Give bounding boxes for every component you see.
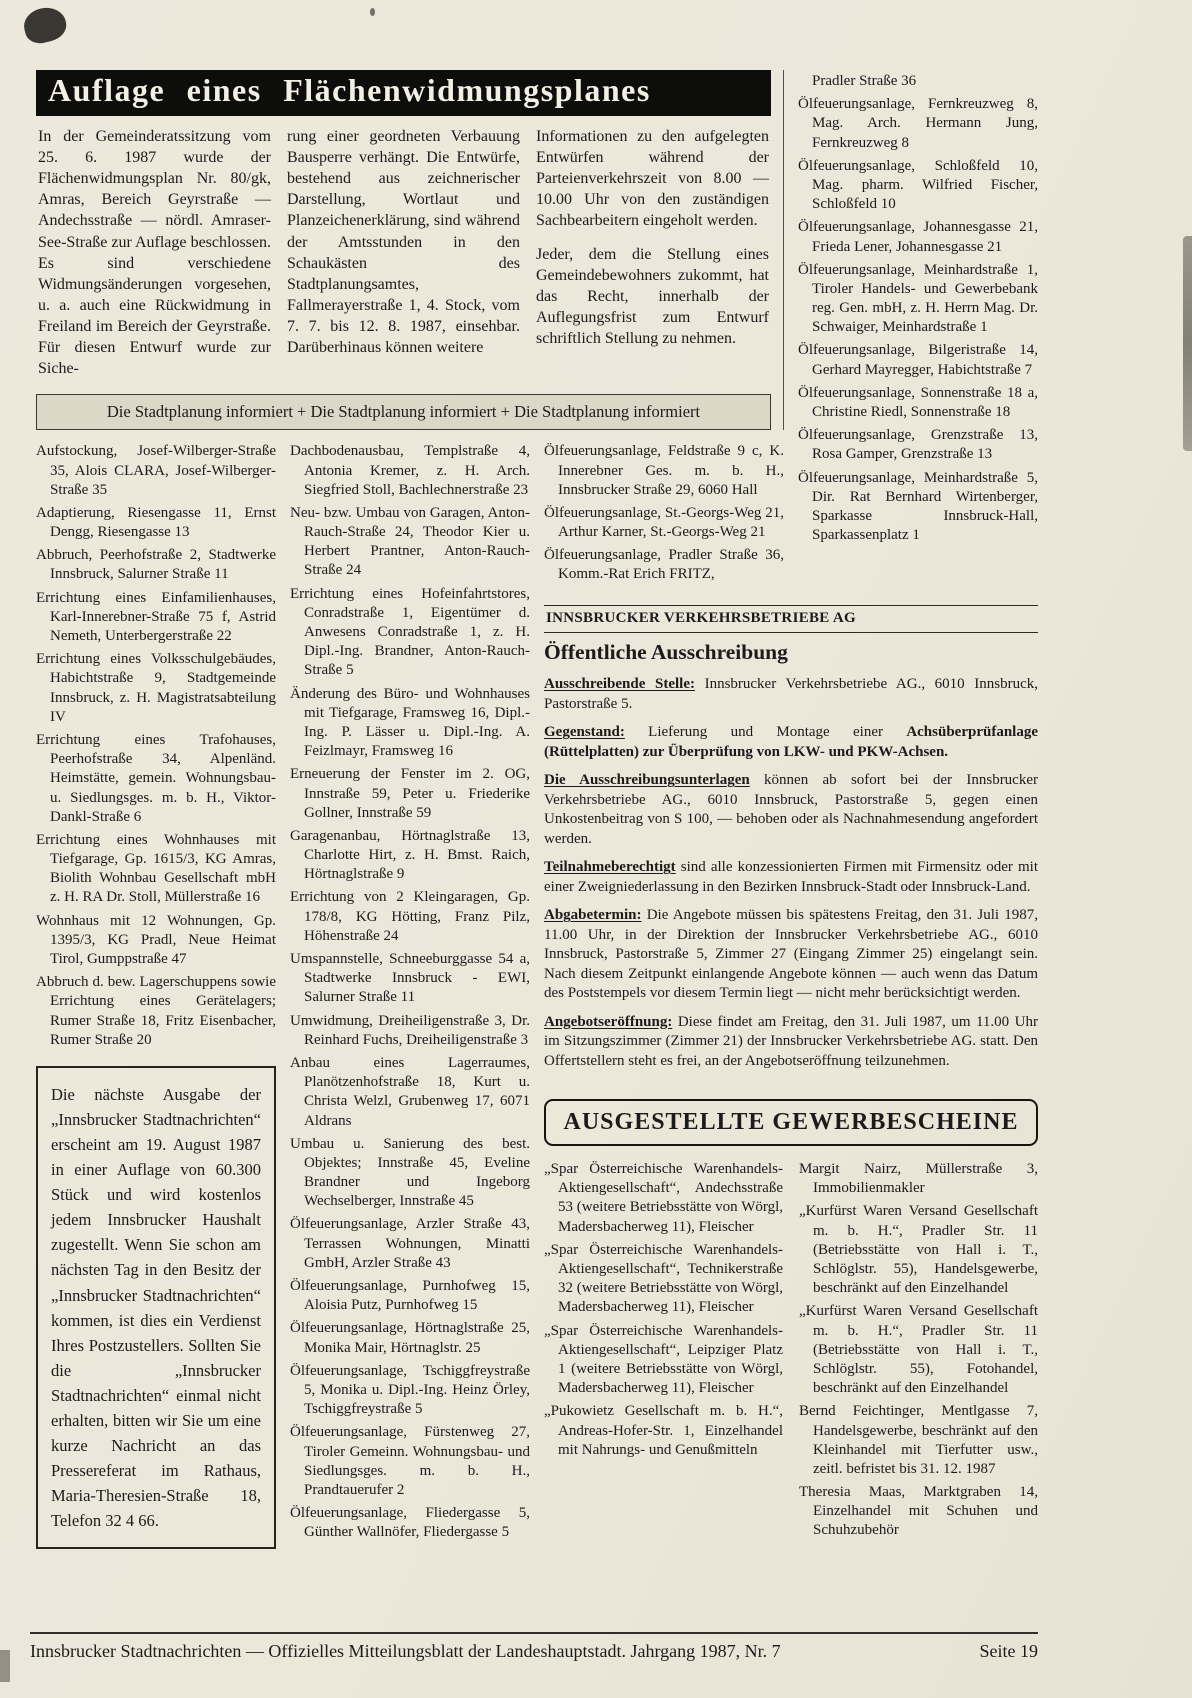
scan-smudge-right-edge — [1183, 236, 1192, 451]
right-column-permits — [798, 70, 1038, 549]
tender-paragraph — [544, 1013, 1038, 1072]
list-entry: Ölfeuerungsanlage, St.-Georgs-Weg 21, Arthur Karner, St.-Georgs-Weg 21 — [544, 504, 784, 541]
list-entry: Ölfeuerungsanlage, Meinhardstraße 5, Dir. Rat Bernhard Wirtenberger, Sparkasse Innsbruck-Hall, Sparkassenplatz 1 — [798, 469, 1038, 544]
list-entry: Ölfeuerungsanlage, Grenzstraße 13, Rosa Gamper, Grenzstraße 13 — [798, 427, 1038, 463]
trade-licence-list-left — [544, 1160, 783, 1545]
tender-paragraph-text: sind alle konzessionierten Firmen mit Firmensitz oder mit einer Zweigniederlassung in den Bezirken Innsbruck-Stadt oder Innsbruck-Land. — [544, 859, 1038, 895]
scan-dot-top — [370, 8, 375, 16]
list-entry: Aufstockung, Josef-Wilberger-Straße 35, Alois CLARA, Josef-Wilberger-Straße 35 — [36, 443, 276, 498]
page-footer — [30, 1632, 1038, 1662]
list-entry: Errichtung eines Volksschulgebäudes, Habichtstraße 9, Stadtgemeinde Innsbruck, z. H. Magistratsabteilung IV — [36, 651, 276, 725]
column-2-permits — [290, 442, 530, 1546]
list-entry: Ölfeuerungsanlage, Johannesgasse 21, Frieda Lener, Johannesgasse 21 — [798, 219, 1038, 255]
list-entry: Ölfeuerungsanlage, Hörtnaglstraße 25, Monika Mair, Hörtnaglstr. 25 — [290, 1320, 530, 1356]
trade-licences-title-box: AUSGESTELLTE GEWERBESCHEINE — [544, 1099, 1038, 1146]
list-entry: Ölfeuerungsanlage, Fernkreuzweg 8, Mag. Arch. Hermann Jung, Fernkreuzweg 8 — [798, 96, 1038, 151]
article-body — [36, 116, 771, 381]
tender-paragraph — [544, 675, 1038, 714]
list-entry: „Kurfürst Waren Versand Gesellschaft m. b. H.“, Pradler Str. 11 (Betriebsstätte von Hall i. T., Schlöglstr. 55), Fotohandel, beschränkt auf den Einzelhandel — [799, 1303, 1038, 1397]
tender-paragraph-bold-text: Achsüberprüfanlage (Rüttelplatten) zur Überprüfung von LKW- und PKW-Achsen. — [544, 724, 1038, 760]
list-entry: Ölfeuerungsanlage, Fliedergasse 5, Günther Wallnöfer, Fliedergasse 5 — [290, 1505, 530, 1541]
tender-paragraphs — [544, 675, 1038, 1071]
list-entry: Ölfeuerungsanlage, Feldstraße 9 c, K. Innerebner Ges. m. b. H., Innsbrucker Straße 29, 6060 Hall — [544, 443, 784, 498]
list-entry: Errichtung eines Wohnhauses mit Tiefgarage, Gp. 1615/3, KG Amras, Biolith Wohnbau Gesellschaft mbH z. H. RA Dr. Stoll, Müllerstraße 16 — [36, 831, 276, 906]
list-entry: Margit Nairz, Müllerstraße 3, Immobilienmakler — [799, 1161, 1038, 1197]
list-entry: Änderung des Büro- und Wohnhauses mit Tiefgarage, Framsweg 16, Dipl.-Ing. P. Lässer u. Dipl.-Ing. A. Feizlmayr, Framsweg 16 — [290, 685, 530, 760]
list-entry: Umbau u. Sanierung des best. Objektes; Innstraße 45, Eveline Brandner und Ingeborg Wechselberger, Innstraße 45 — [290, 1135, 530, 1210]
list-entry: Garagenanbau, Hörtnaglstraße 13, Charlotte Hirt, z. H. Bmst. Raich, Hörtnaglstraße 9 — [290, 827, 530, 883]
trade-licences-section — [544, 1097, 1038, 1545]
list-entry: „Kurfürst Waren Versand Gesellschaft m. b. H.“, Pradler Str. 11 (Betriebsstätte von Hall i. T., Schlöglstr. 55), Handelsgewerbe, beschränkt auf den Einzelhandel — [799, 1203, 1038, 1297]
list-entry: Anbau eines Lagerraumes, Planötzenhofstraße 18, Kurt u. Christa Welzl, Grubenweg 17, 6071 Aldrans — [290, 1054, 530, 1129]
list-entry: Ölfeuerungsanlage, Tschiggfreystraße 5, Monika u. Dipl.-Ing. Heinz Örley, Tschiggfreystraße 5 — [290, 1362, 530, 1418]
tender-paragraph — [544, 771, 1038, 849]
tender-paragraph-text: Innsbrucker Verkehrsbetriebe AG., 6010 Innsbruck, Pastorstraße 5. — [544, 676, 1038, 712]
list-entry: Umspannstelle, Schneeburggasse 54 a, Stadtwerke Innsbruck - EWI, Salurner Straße 11 — [290, 951, 530, 1006]
list-entry: Ölfeuerungsanlage, Bilgeristraße 14, Gerhard Mayregger, Habichtstraße 7 — [798, 342, 1038, 378]
tender-paragraph-text: Die Angebote müssen bis spätestens Freitag, den 31. Juli 1987, 11.00 Uhr, in der Direktion der Innsbrucker Verkehrsbetriebe AG., 6010 Innsbruck, Pastorstraße 5, Zimmer 27 (Eingang Zimmer 25) eingelangt sein. Nach diesem Zeitpunkt einlangende Angebote können — auch wenn das Datum des Poststempels vor diesem Termin liegt — nicht mehr berücksichtigt werden. — [544, 907, 1038, 1002]
list-entry: Wohnhaus mit 12 Wohnungen, Gp. 1395/3, KG Pradl, Neue Heimat Tirol, Gumppstraße 47 — [36, 912, 276, 967]
building-permit-list-col2 — [290, 442, 530, 1542]
scan-smudge-top-left — [21, 3, 70, 46]
trade-licences-columns — [544, 1160, 1038, 1545]
stadtplanung-informiert-banner — [36, 394, 771, 430]
list-entry: Ölfeuerungsanlage, Meinhardstraße 1, Tiroler Handels- und Gewerbebank reg. Gen. mbH, z. H. Herrn Mag. Dr. Schwaiger, Meinhardstraße 1 — [798, 261, 1038, 336]
list-entry: Abbruch d. bew. Lagerschuppens sowie Errichtung eines Gerätelagers; Rumer Straße 18, Fritz Eisenbacher, Rumer Straße 20 — [36, 974, 276, 1048]
list-entry: Ölfeuerungsanlage, Schloßfeld 10, Mag. pharm. Wilfried Fischer, Schloßfeld 10 — [798, 157, 1038, 213]
tender-paragraph-lead: Abgabetermin: — [544, 907, 642, 924]
list-entry: Errichtung eines Hofeinfahrtstores, Conradstraße 1, Eigentümer d. Anwesens Conradstraße 1, z. H. Dipl.-Ing. Brandner, Anton-Rauch-Straße 5 — [290, 585, 530, 679]
tender-paragraph — [544, 906, 1038, 1004]
list-entry: Abbruch, Peerhofstraße 2, Stadtwerke Innsbruck, Salurner Straße 11 — [36, 547, 276, 583]
article-column-3-paragraph-1: Informationen zu den aufgelegten Entwürfen während der Parteienverkehrszeit von 8.00 — 10.00 Uhr von den zuständigen Sachbearbeitern eingeholt werden. — [536, 128, 769, 230]
list-entry: Ölfeuerungsanlage, Purnhofweg 15, Aloisia Putz, Purnhofweg 15 — [290, 1278, 530, 1314]
article-column-2: rung einer geordneten Verbauung Bausperre verhängt. Die Entwürfe, bestehend aus zeichnerischer Darstellung, Wortlaut und Planzeichenerklärung, sind während der Amtsstunden in den Schaukästen des Stadtplanungsamtes, Fallmerayerstraße 1, 4. Stock, vom 7. 7. bis 12. 8. 1987, einsehbar. Darüberhinaus können weitere — [287, 128, 520, 357]
tender-paragraph-text: Lieferung und Montage einer — [624, 724, 907, 741]
list-entry: Erneuerung der Fenster im 2. OG, Innstraße 59, Peter u. Friederike Gollner, Innstraße 59 — [290, 766, 530, 821]
list-entry: Theresia Maas, Marktgraben 14, Einzelhandel mit Schuhen und Schuhzubehör — [799, 1484, 1038, 1539]
list-entry: „Pukowietz Gesellschaft m. b. H.“, Andreas-Hofer-Str. 1, Einzelhandel mit Nahrungs- und Genußmitteln — [544, 1403, 783, 1458]
list-entry: Errichtung eines Einfamilienhauses, Karl-Innerebner-Straße 75 f, Astrid Nemeth, Unterbergerstraße 22 — [36, 589, 276, 644]
list-entry: Ölfeuerungsanlage, Arzler Straße 43, Terrassen Wohnungen, Minatti GmbH, Arzler Straße 43 — [290, 1216, 530, 1271]
article-column-3-paragraph-2: Jeder, dem die Stellung eines Gemeindebewohners zukommt, hat das Recht, innerhalb der Auflegungsfrist zum Entwurf schriftlich Stellung zu nehmen. — [536, 245, 769, 347]
list-entry: Neu- bzw. Umbau von Garagen, Anton-Rauch-Straße 24, Theodor Kier u. Herbert Prantner, Anton-Rauch-Straße 24 — [290, 504, 530, 579]
list-entry: „Spar Österreichische Warenhandels-Aktiengesellschaft“, Technikerstraße 32 (weitere Betriebsstätte von Wörgl, Madersbacherweg 11), Fleischer — [544, 1241, 783, 1316]
stadtplanung-banner-text: Die Stadtplanung informiert + Die Stadtplanung informiert + Die Stadtplanung informiert — [106, 402, 701, 422]
list-entry: Adaptierung, Riesengasse 11, Ernst Dengg, Riesengasse 13 — [36, 504, 276, 541]
article-column-3 — [536, 126, 769, 379]
tender-paragraph — [544, 723, 1038, 762]
trade-licence-list-right — [799, 1160, 1038, 1545]
footer-imprint: Innsbrucker Stadtnachrichten — Offizielles Mitteilungsblatt der Landeshauptstadt. Jahrgang 1987, Nr. 7 — [30, 1641, 781, 1661]
footer-page-number: Seite 19 — [979, 1641, 1038, 1661]
article-title-banner: Auflage eines Flächenwidmungsplanes — [36, 70, 771, 116]
list-entry: Ölfeuerungsanlage, Pradler Straße 36, Komm.-Rat Erich FRITZ, — [544, 547, 784, 583]
column-3-permits — [544, 442, 784, 588]
list-entry: Errichtung von 2 Kleingaragen, Gp. 178/8, KG Hötting, Franz Pilz, Höhenstraße 24 — [290, 889, 530, 944]
next-issue-notice-box — [36, 1066, 276, 1549]
article-flaechenwidmungsplan — [36, 70, 784, 430]
list-entry: „Spar Österreichische Warenhandels-Aktiengesellschaft“, Leipziger Platz 1 (weitere Betriebsstätte von Wörgl, Madersbacherweg 11), Fleischer — [544, 1322, 783, 1397]
tender-paragraph-lead: Die Ausschreibungsunterlagen — [544, 772, 750, 789]
tender-paragraph-lead: Gegenstand: — [544, 724, 625, 741]
page-content — [36, 70, 1038, 1549]
carryover-line: Pradler Straße 36 — [812, 73, 917, 89]
next-issue-notice-text: Die nächste Ausgabe der „Innsbrucker Stadtnachrichten“ erscheint am 19. August 1987 in einer Auflage von 60.300 Stück und wird kostenlos jedem Innsbrucker Haushalt zugestellt. Wenn Sie schon am nächsten Tag in den Besitz der „Innsbrucker Stadtnachrichten“ kommen, ist dies ein Verdienst Ihres Postzustellers. Sollten Sie die „Innsbrucker Stadtnachrichten“ einmal nicht erhalten, bitten wir Sie um eine kurze Nachricht an das Pressereferat im Rathaus, Maria-Theresien-Straße 18, Telefon 32 4 66. — [51, 1084, 261, 1531]
list-entry: Ölfeuerungsanlage, Sonnenstraße 18 a, Christine Riedl, Sonnenstraße 18 — [798, 384, 1038, 420]
tender-paragraph-text: Diese findet am Freitag, den 31. Juli 1987, um 11.00 Uhr im Sitzungszimmer (Zimmer 21) der Innsbrucker Verkehrsbetriebe AG. statt. Den Offertstellern steht es frei, an der Angebotseröffnung teilzunehmen. — [544, 1013, 1038, 1069]
tender-paragraph-text: können ab sofort bei der Innsbrucker Verkehrsbetriebe AG., 6010 Innsbruck, Pastorstraße 5, gegen einen Unkostenbeitrag von S 100, — behoben oder als Nachnahmesendung angefordert werden. — [544, 772, 1038, 847]
scan-smudge-bottom-left — [0, 1650, 10, 1682]
list-entry: „Spar Österreichische Warenhandels-Aktiengesellschaft“, Andechsstraße 53 (weitere Betriebsstätte von Wörgl, Madersbacherweg 11), Fleischer — [544, 1161, 783, 1235]
tender-organisation-header: INNSBRUCKER VERKEHRSBETRIEBE AG — [544, 605, 1038, 633]
article-column-1: In der Gemeinderatssitzung vom 25. 6. 1987 wurde der Flächenwidmungsplan Nr. 80/gk, Amras, Bereich Geyrstraße — Andechsstraße — nördl. Amraser-See-Straße zur Auflage beschlossen. Es sind verschiedene Widmungsänderungen vorgesehen, u. a. auch eine Rückwidmung in Freiland im Bereich der Geyrstraße. Für diesen Entwurf wurde zur Siche- — [38, 128, 271, 378]
oil-heating-permit-list-right — [798, 95, 1038, 545]
tender-paragraph-lead: Angebotseröffnung: — [544, 1013, 673, 1030]
list-entry: Errichtung eines Trafohauses, Peerhofstraße 34, Alpenländ. Heimstätte, gemein. Wohnungsbau- u. Siedlungsges. m. b. H., Viktor-Dankl-Straße 6 — [36, 731, 276, 825]
tender-paragraph-lead: Ausschreibende Stelle: — [544, 676, 695, 693]
oil-heating-permit-list-col3 — [544, 442, 784, 584]
list-entry: Bernd Feichtinger, Mentlgasse 7, Handelsgewerbe, beschränkt auf den Kleinhandel mit Tierfutter usw., zeitl. befristet bis 31. 12. 1987 — [799, 1403, 1038, 1477]
list-entry: Dachbodenausbau, Templstraße 4, Antonia Kremer, z. H. Arch. Siegfried Stoll, Bachlechnerstraße 23 — [290, 443, 530, 498]
column-1-permits — [36, 442, 276, 1549]
tender-paragraph — [544, 858, 1038, 897]
building-permit-list-col1 — [36, 442, 276, 1050]
public-tender-section — [544, 605, 1038, 1080]
tender-section-title: Öffentliche Ausschreibung — [544, 640, 788, 665]
list-entry: Ölfeuerungsanlage, Fürstenweg 27, Tiroler Gemeinn. Wohnungsbau- und Siedlungsges. m. b. H., Prandtauerufer 2 — [290, 1424, 530, 1498]
list-entry: Umwidmung, Dreiheiligenstraße 3, Dr. Reinhard Fuchs, Dreiheiligenstraße 3 — [290, 1012, 530, 1048]
tender-paragraph-lead: Teilnahmeberechtigt — [544, 859, 676, 876]
